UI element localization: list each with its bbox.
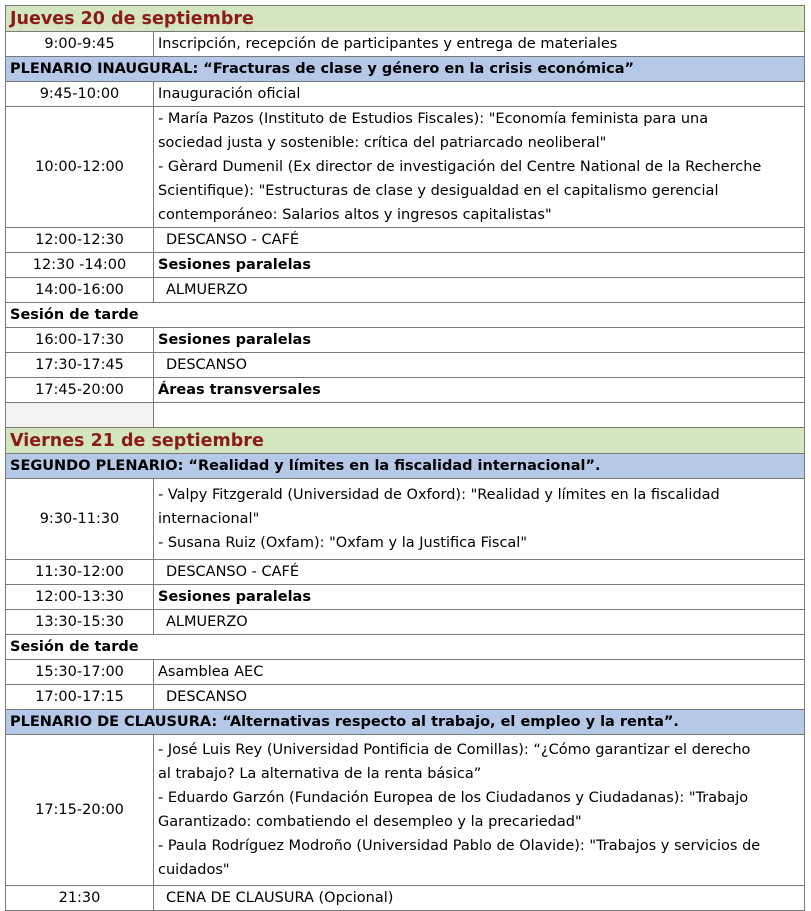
row-time: 11:30-12:00 (6, 560, 154, 585)
talk-line: - Eduardo Garzón (Fundación Europea de los Ciudadanos y Ciudadanas): "Trabajo (158, 790, 749, 806)
plenary-row (6, 57, 805, 82)
plenary-title: PLENARIO INAUGURAL: “Fracturas de clase y género en la crisis económica” (6, 57, 805, 82)
spacer-row (6, 403, 805, 428)
talk-line: - Paula Rodríguez Modroño (Universidad Pablo de Olavide): "Trabajos y servicios de (158, 838, 761, 854)
row-time: 12:00-13:30 (6, 585, 154, 610)
row-time: 14:00-16:00 (6, 278, 154, 303)
spacer-cell (154, 403, 805, 428)
talk-line: sociedad justa y sostenible: crítica del patriarcado neoliberal" (158, 135, 607, 151)
row-time: 12:30 -14:00 (6, 253, 154, 278)
section-row (6, 303, 805, 328)
row-text: Inscripción, recepción de participantes y entrega de materiales (154, 32, 805, 57)
section-label: Sesión de tarde (6, 303, 805, 328)
row-time: 10:00-12:00 (6, 107, 154, 228)
talk-line: - Gèrard Dumenil (Ex director de investigación del Centre National de la Recherche (158, 159, 762, 175)
schedule-row (6, 560, 805, 585)
schedule-row (6, 328, 805, 353)
spacer-cell (6, 403, 154, 428)
day-title: Viernes 21 de septiembre (6, 428, 805, 454)
row-time: 17:30-17:45 (6, 353, 154, 378)
talk-line: Scientifique): "Estructuras de clase y desigualdad en el capitalismo gerencial (158, 183, 719, 199)
schedule-row (6, 228, 805, 253)
row-time: 21:30 (6, 886, 154, 911)
talk-line: - María Pazos (Instituto de Estudios Fiscales): "Economía feminista para una (158, 111, 709, 127)
schedule-row (6, 660, 805, 685)
row-time: 9:45-10:00 (6, 82, 154, 107)
row-time: 12:00-12:30 (6, 228, 154, 253)
schedule-row (6, 32, 805, 57)
talk-line: - Susana Ruiz (Oxfam): "Oxfam y la Justifica Fiscal" (158, 535, 527, 551)
talks-cell (154, 479, 805, 560)
schedule-row (6, 353, 805, 378)
day-header-row (6, 428, 805, 454)
talks-row (6, 735, 805, 886)
row-text: CENA DE CLAUSURA (Opcional) (154, 886, 805, 911)
section-label: Sesión de tarde (6, 635, 805, 660)
row-time: 16:00-17:30 (6, 328, 154, 353)
row-time: 17:45-20:00 (6, 378, 154, 403)
row-text: DESCANSO (154, 685, 805, 710)
row-text: DESCANSO (154, 353, 805, 378)
row-text: Sesiones paralelas (154, 585, 805, 610)
row-text: ALMUERZO (154, 278, 805, 303)
talk-line: internacional" (158, 511, 260, 527)
row-time: 13:30-15:30 (6, 610, 154, 635)
row-text: Asamblea AEC (154, 660, 805, 685)
row-text: Sesiones paralelas (154, 328, 805, 353)
row-text: Inauguración oficial (154, 82, 805, 107)
plenary-title: SEGUNDO PLENARIO: “Realidad y límites en la fiscalidad internacional”. (6, 454, 805, 479)
talk-line: - Valpy Fitzgerald (Universidad de Oxford): "Realidad y límites en la fiscalidad (158, 487, 720, 503)
plenary-title: PLENARIO DE CLAUSURA: “Alternativas respecto al trabajo, el empleo y la renta”. (6, 710, 805, 735)
row-text: Sesiones paralelas (154, 253, 805, 278)
row-time: 17:15-20:00 (6, 735, 154, 886)
schedule-row (6, 82, 805, 107)
schedule-row (6, 253, 805, 278)
row-text: DESCANSO - CAFÉ (154, 560, 805, 585)
talks-cell (154, 107, 805, 228)
row-time: 9:30-11:30 (6, 479, 154, 560)
schedule-row (6, 886, 805, 911)
talks-row (6, 107, 805, 228)
talk-line: contemporáneo: Salarios altos y ingresos capitalistas" (158, 207, 552, 223)
row-text: DESCANSO - CAFÉ (154, 228, 805, 253)
row-time: 17:00-17:15 (6, 685, 154, 710)
talk-line: Garantizado: combatiendo el desempleo y la precariedad" (158, 814, 582, 830)
schedule-row (6, 585, 805, 610)
schedule-row (6, 610, 805, 635)
plenary-row (6, 710, 805, 735)
talk-line: cuidados" (158, 862, 230, 878)
talks-cell (154, 735, 805, 886)
day-title: Jueves 20 de septiembre (6, 6, 805, 32)
schedule-row (6, 685, 805, 710)
day-header-row (6, 6, 805, 32)
section-row (6, 635, 805, 660)
schedule-table (5, 5, 805, 911)
row-time: 9:00-9:45 (6, 32, 154, 57)
schedule-row (6, 378, 805, 403)
row-time: 15:30-17:00 (6, 660, 154, 685)
row-text: ALMUERZO (154, 610, 805, 635)
talk-line: - José Luis Rey (Universidad Pontificia de Comillas): “¿Cómo garantizar el derecho (158, 742, 751, 758)
talks-row (6, 479, 805, 560)
schedule-row (6, 278, 805, 303)
plenary-row (6, 454, 805, 479)
talk-line: al trabajo? La alternativa de la renta básica” (158, 766, 482, 782)
row-text: Áreas transversales (154, 378, 805, 403)
